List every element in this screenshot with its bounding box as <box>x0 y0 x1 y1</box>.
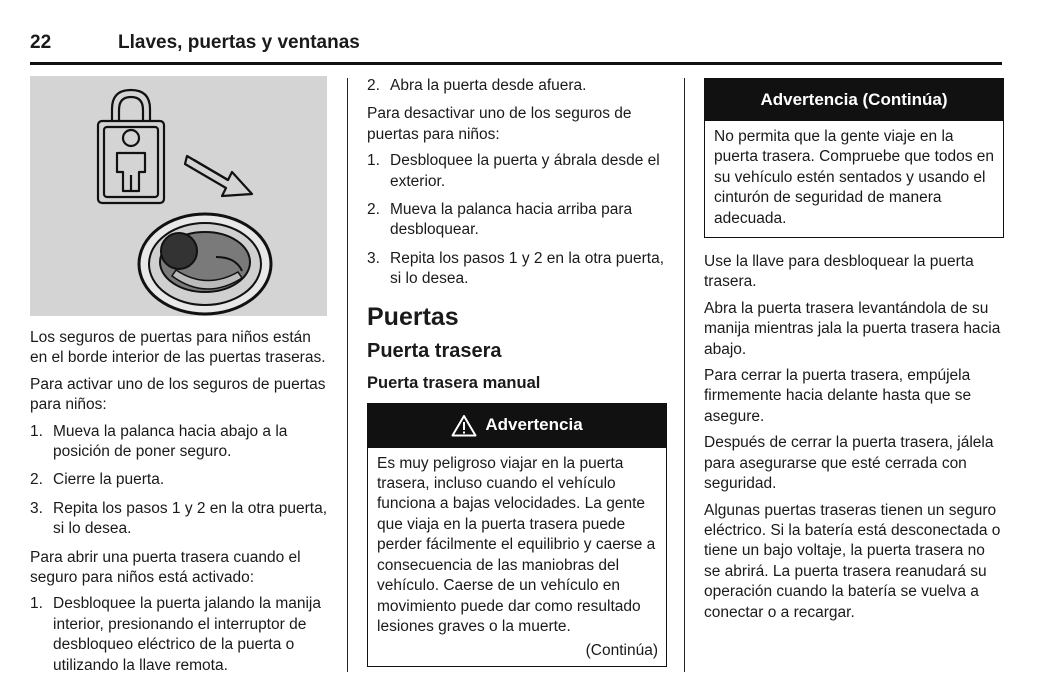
warning-continued-box <box>704 78 1004 238</box>
heading-liftgate: Puerta trasera <box>367 339 502 362</box>
child-lock-intro: Los seguros de puertas para niños están en el borde interior de las puertas traseras. <box>30 329 326 367</box>
step-text: Mueva la palanca hacia arriba para desbloquear. <box>390 201 633 239</box>
step-text: Abra la puerta desde afuera. <box>390 77 587 94</box>
warning-title: Advertencia <box>485 415 583 435</box>
open-intro: Para abrir una puerta trasera cuando el seguro para niños está activado: <box>30 548 301 587</box>
list-item <box>30 499 330 540</box>
step-text: Desbloquee la puerta jalando la manija interior, presionando el interruptor de desbloqueo eléctrico de la puerta o utilizando la llave remota. <box>53 595 321 674</box>
warning-header <box>368 404 666 448</box>
list-item <box>30 422 330 463</box>
child-lock-diagram <box>30 76 327 316</box>
warning-triangle-icon <box>451 414 477 437</box>
heading-doors: Puertas <box>367 302 459 331</box>
step-number: 1. <box>367 152 380 170</box>
warning-body <box>368 448 666 666</box>
step-number: 2. <box>367 77 380 94</box>
deactivate-intro: Para desactivar uno de los seguros de puertas para niños: <box>367 105 632 143</box>
step-text: Repita los pasos 1 y 2 en la otra puerta, si lo desea. <box>390 249 664 288</box>
list-item <box>367 249 667 290</box>
warning-continued-text: No permita que la gente viaje en la puerta trasera. Compruebe que todos en su vehículo estén sentados y usando el cinturón de seguridad de manera adecuada. <box>714 128 995 227</box>
paragraph: Algunas puertas traseras tienen un seguro eléctrico. Si la batería está desconectada o tiene un bajo voltaje, la puerta trasera no se abrirá. La puerta trasera reanudará su operación cuando la batería se vuelva a conectar o a recargar. <box>704 501 1001 621</box>
column-divider-2 <box>684 78 685 672</box>
paragraph: Después de cerrar la puerta trasera, jálela para asegurarse que esté cerrada con seguridad. <box>704 434 994 493</box>
step-text: Repita los pasos 1 y 2 en la otra puerta, si lo desea. <box>53 499 327 538</box>
step-number: 3. <box>30 499 43 517</box>
warning-continued-title: Advertencia (Continúa) <box>760 89 948 109</box>
list-item <box>367 151 667 192</box>
activate-intro: Para activar uno de los seguros de puertas para niños: <box>30 375 326 414</box>
step-number: 2. <box>30 471 43 489</box>
step-text: Mueva la palanca hacia abajo a la posición de poner seguro. <box>53 422 288 461</box>
column-1 <box>30 76 330 684</box>
list-item <box>367 200 667 241</box>
page-number: 22 <box>30 32 52 53</box>
warning-text: Es muy peligroso viajar en la puerta trasera, incluso cuando el vehículo funciona a bajas velocidades. La gente que viaja en la puerta trasera puede perder fácilmente el equilibrio y caerse a consecuencia de las maniobras del vehículo. Caerse de un vehículo en movimiento puede dar como resultado lesiones graves o la muerte. <box>377 454 656 635</box>
list-item <box>367 76 667 96</box>
list-item <box>30 470 330 490</box>
section-title: Llaves, puertas y ventanas <box>118 32 360 53</box>
direction-arrow-icon <box>185 156 252 196</box>
column-divider-1 <box>347 78 348 672</box>
column-2 <box>367 76 667 667</box>
paragraph: Para cerrar la puerta trasera, empújela firmemente hacia delante hasta que se asegure. <box>704 367 972 425</box>
step-text: Desbloquee la puerta y ábrala desde el exterior. <box>390 152 660 190</box>
heading-manual-liftgate: Puerta trasera manual <box>367 373 541 392</box>
padlock-icon <box>112 90 150 121</box>
warning-box <box>367 403 667 667</box>
warning-continued-body <box>705 121 1003 237</box>
step-number: 2. <box>367 201 380 219</box>
child-figure-icon <box>123 130 139 146</box>
warning-continued-header <box>705 79 1003 121</box>
lock-lever-icon <box>139 214 271 314</box>
list-item <box>30 594 330 676</box>
column-3 <box>704 76 1004 629</box>
paragraph: Use la llave para desbloquear la puerta trasera. <box>704 253 974 291</box>
step-number: 3. <box>367 249 380 267</box>
step-number: 1. <box>30 595 43 613</box>
continued-label: (Continúa) <box>585 642 658 660</box>
child-lock-illustration <box>30 76 327 316</box>
paragraph: Abra la puerta trasera levantándola de su manija mientras jala la puerta trasera hacia abajo. <box>704 299 1001 358</box>
step-text: Cierre la puerta. <box>53 471 165 489</box>
step-number: 1. <box>30 422 43 440</box>
page-header <box>30 30 1002 65</box>
